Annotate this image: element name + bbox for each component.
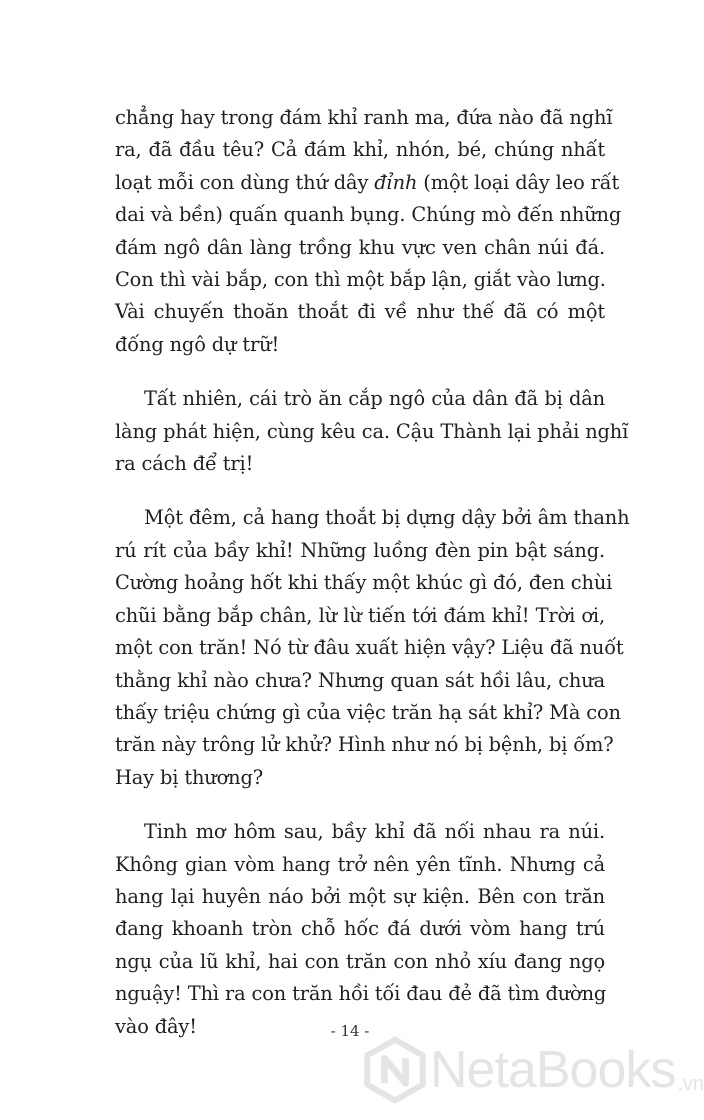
text-line: vào đây! — [115, 1014, 197, 1038]
text-line: Hay bị thương? — [115, 765, 264, 789]
text-line: Một đêm, cả hang thoắt bị dựng dậy bởi âm thanh — [144, 506, 630, 530]
text-segment: loạt mỗi con dùng thứ dây — [115, 170, 375, 194]
page-body — [115, 102, 630, 1065]
text-line: rú rít của bầy khỉ! Những luồng đèn pin bật sáng. — [115, 538, 605, 562]
paragraph — [115, 102, 622, 361]
text-line: làng phát hiện, cùng kêu ca. Cậu Thành lại phải nghĩ — [115, 419, 629, 443]
text-line: Không gian vòm hang trở nên yên tĩnh. Nhưng cả — [115, 852, 605, 876]
paragraph — [115, 816, 605, 1043]
paragraph — [115, 383, 629, 480]
text-line: chẳng hay trong đám khỉ ranh ma, đứa nào đã nghĩ — [115, 106, 613, 129]
text-line: thấy triệu chứng gì của việc trăn hạ sát khỉ? Mà con — [115, 700, 621, 724]
text-line: một con trăn! Nó từ đâu xuất hiện vậy? Liệu đã nuốt — [115, 636, 624, 660]
italic-term: đỉnh — [374, 170, 418, 194]
text-line: Tinh mơ hôm sau, bầy khỉ đã nối nhau ra núi. — [144, 820, 605, 844]
text-line: ra, đã đầu têu? Cả đám khỉ, nhón, bé, chúng nhất — [115, 138, 605, 162]
text-line: ra cách để trị! — [115, 452, 254, 476]
paragraph — [115, 502, 630, 794]
text-line: thằng khỉ nào chưa? Nhưng quan sát hồi lâu, chưa — [115, 668, 605, 692]
netabooks-logo-icon — [362, 1037, 428, 1103]
text-line: Tất nhiên, cái trò ăn cắp ngô của dân đã bị dân — [144, 387, 605, 411]
watermark-suffix: .vn — [677, 1073, 704, 1095]
text-line: Con thì vài bắp, con thì một bắp lận, giắt vào lưng. — [115, 268, 606, 292]
watermark — [362, 1030, 704, 1110]
text-line: đang khoanh tròn chỗ hốc đá dưới vòm hang trú — [115, 917, 605, 941]
text-line — [115, 167, 620, 199]
text-line: ngụ của lũ khỉ, hai con trăn con nhỏ xíu đang ngọ — [115, 949, 605, 973]
text-line: dai và bền) quấn quanh bụng. Chúng mò đến những — [115, 203, 622, 227]
text-line: Cường hoảng hốt khi thấy một khúc gì đó, đen chùi — [115, 571, 613, 595]
text-line: nguậy! Thì ra con trăn hồi tối đau đẻ đã tìm đường — [115, 982, 607, 1006]
text-line: trăn này trông lử khử? Hình như nó bị bệnh, bị ốm? — [115, 733, 614, 757]
text-line: đám ngô dân làng trồng khu vực ven chân núi đá. — [115, 235, 605, 259]
text-line: đống ngô dự trữ! — [115, 332, 280, 356]
page-number: - 14 - — [330, 1022, 370, 1040]
text-line: chũi bằng bắp chân, lừ lừ tiến tới đám khỉ! Trời ơi, — [115, 603, 605, 627]
text-line: Vài chuyến thoăn thoắt đi về như thế đã có một — [115, 300, 605, 324]
text-line: hang lại huyên náo bởi một sự kiện. Bên con trăn — [115, 884, 605, 908]
watermark-brand: NetaBooks — [430, 1041, 676, 1099]
text-segment: (một loại dây leo rất — [417, 170, 620, 194]
